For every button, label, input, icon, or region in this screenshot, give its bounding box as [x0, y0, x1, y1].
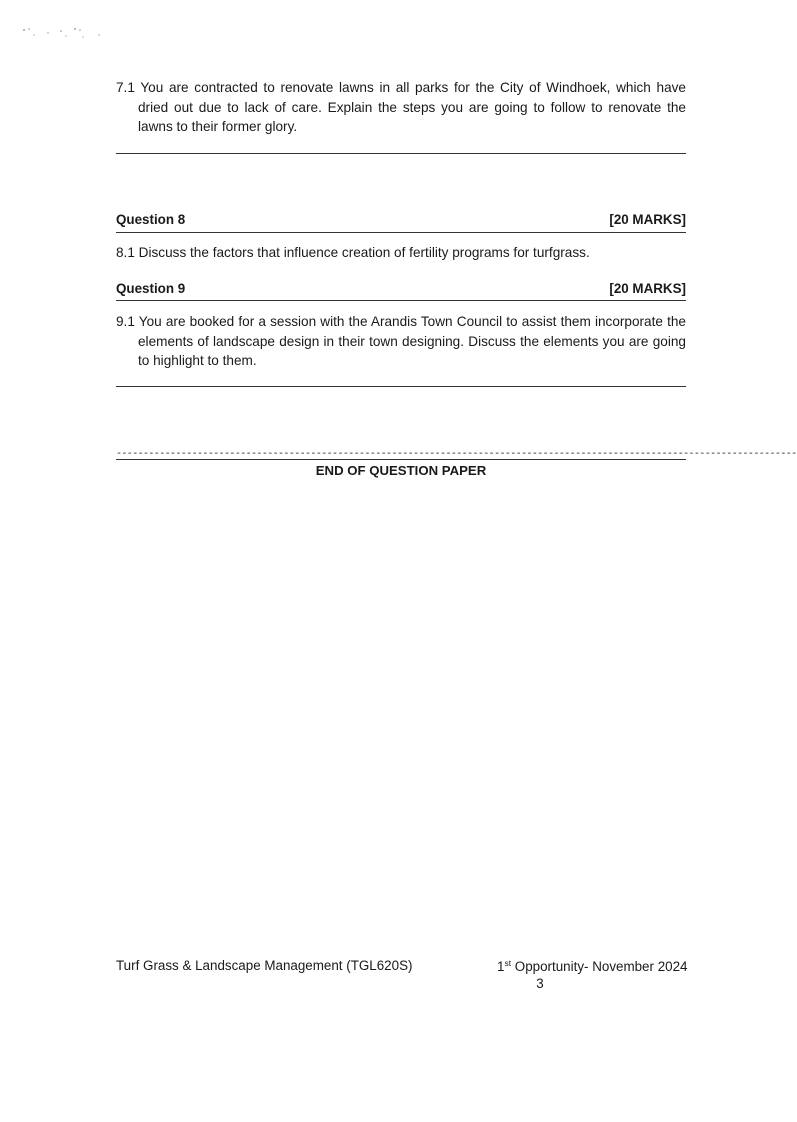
footer-opportunity-text: Opportunity- November 2024 [511, 959, 688, 974]
question-8-header [116, 212, 686, 227]
question-7-1 [116, 78, 686, 137]
question-9-header [116, 281, 686, 296]
answer-divider-7 [116, 153, 686, 154]
footer-opportunity-ordinal: 1 [497, 959, 505, 974]
question-9-title: Question 9 [116, 281, 186, 296]
answer-divider-9 [116, 386, 686, 387]
footer-opportunity-suffix: st [504, 958, 512, 968]
end-dashed-line: ------------------------------------------------------------------------------------------------------------------------------ [116, 449, 797, 460]
question-9-underline [116, 300, 686, 301]
question-8-title: Question 8 [116, 212, 186, 227]
end-solid-line [116, 459, 686, 460]
scan-speck-marks [20, 26, 110, 44]
question-8-1 [116, 243, 686, 263]
question-8-1-text: 8.1 Discuss the factors that influence creation of fertility programs for turfgrass. [116, 245, 590, 260]
end-of-paper-title: END OF QUESTION PAPER [315, 463, 487, 478]
question-9-1 [116, 312, 686, 371]
question-9-1-text: 9.1 You are booked for a session with the Arandis Town Council to assist them incorporate the elements of landscape design in their town designing. Discuss the elements you are going to highlight to them. [116, 314, 686, 368]
footer-opportunity [497, 958, 687, 974]
question-8-marks: [20 MARKS] [609, 212, 686, 227]
question-7-1-text: 7.1 You are contracted to renovate lawns in all parks for the City of Windhoek, which have dried out due to lack of care. Explain the steps you are going to follow to renovate the lawns to their former glory. [116, 80, 686, 134]
question-9-marks: [20 MARKS] [609, 281, 686, 296]
footer-course-name: Turf Grass & Landscape Management (TGL620S) [116, 958, 413, 973]
page-number: 3 [536, 976, 544, 991]
question-8-underline [116, 232, 686, 233]
